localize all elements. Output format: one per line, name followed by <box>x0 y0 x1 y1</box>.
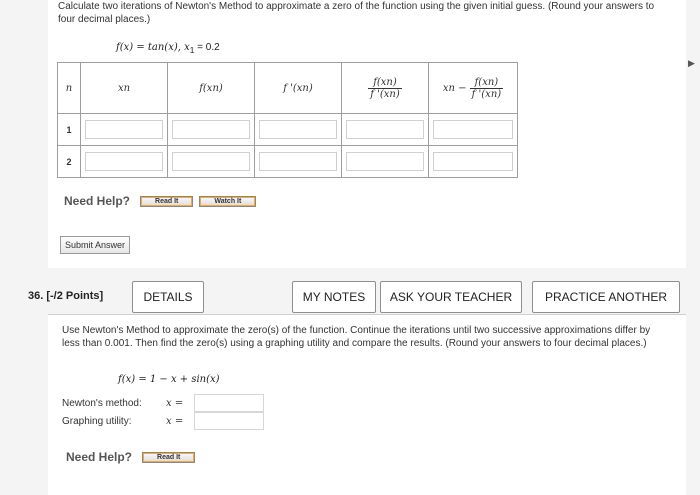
header-fprime-xn: f '(xn) <box>255 63 342 114</box>
q35-help-row <box>64 194 262 208</box>
cell-fxn <box>168 146 255 178</box>
newton-x-equals: x = <box>166 398 184 409</box>
need-help-label: Need Help? <box>64 194 131 208</box>
q35-initial-value: = 0.2 <box>194 42 220 53</box>
q35-instructions: Calculate two iterations of Newton's Method to approximate a zero of the function using the given initial guess. (Round your answers to four decimal places.) <box>58 1 655 25</box>
q35-function <box>116 42 220 55</box>
next-x-denominator: f '(xn) <box>471 88 502 100</box>
cell-xn <box>81 146 168 178</box>
q35-function-text: f(x) = tan(x), x <box>116 42 190 53</box>
ratio-denominator: f '(xn) <box>370 88 400 100</box>
cell-fprime-xn <box>255 146 342 178</box>
fxn-input[interactable] <box>172 120 250 139</box>
table-header-row <box>58 63 518 114</box>
cell-next-x <box>429 146 518 178</box>
q36-function-text: f(x) = 1 − x + sin(x) <box>118 374 220 385</box>
ratio-fraction <box>368 77 402 100</box>
cell-ratio <box>342 114 429 146</box>
cell-fxn <box>168 114 255 146</box>
next-x-prefix: xn − <box>442 82 467 94</box>
details-button[interactable]: DETAILS <box>132 281 204 313</box>
table-row <box>58 114 518 146</box>
scroll-right-icon[interactable]: ▶ <box>688 58 695 68</box>
header-next-x <box>429 63 518 114</box>
next-x-numerator: f(xn) <box>470 77 504 89</box>
cell-xn <box>81 114 168 146</box>
graphing-utility-input[interactable] <box>194 412 264 430</box>
ratio-numerator: f(xn) <box>368 77 402 89</box>
next-x-input[interactable] <box>433 152 513 171</box>
need-help-label: Need Help? <box>66 450 133 464</box>
header-ratio <box>342 63 429 114</box>
my-notes-button[interactable]: MY NOTES <box>292 281 376 313</box>
newton-iteration-table <box>57 62 518 178</box>
next-x-fraction <box>470 77 504 100</box>
cell-fprime-xn <box>255 114 342 146</box>
fprime-xn-input[interactable] <box>259 152 337 171</box>
q35-subscript: 1 <box>189 45 195 55</box>
row-number: 2 <box>58 146 81 178</box>
fxn-input[interactable] <box>172 152 250 171</box>
header-n: n <box>58 63 81 114</box>
practice-another-button[interactable]: PRACTICE ANOTHER <box>532 281 680 313</box>
graphing-x-equals: x = <box>166 416 184 427</box>
read-it-button[interactable]: Read It <box>140 196 193 207</box>
q36-function <box>118 374 220 385</box>
read-it-button[interactable]: Read It <box>142 452 195 463</box>
ratio-input[interactable] <box>346 120 424 139</box>
row-number: 1 <box>58 114 81 146</box>
q36-instructions: Use Newton's Method to approximate the zero(s) of the function. Continue the iterations until two successive approximations differ by less than 0.001. Then find the zero(s) using a graphing utility and compare the results. (Round your answers to four decimal places.) <box>62 325 651 349</box>
submit-answer-button[interactable]: Submit Answer <box>60 236 130 254</box>
xn-input[interactable] <box>85 152 163 171</box>
header-xn: xn <box>81 63 168 114</box>
ask-teacher-button[interactable]: ASK YOUR TEACHER <box>380 281 522 313</box>
ratio-input[interactable] <box>346 152 424 171</box>
newton-method-label: Newton's method: <box>62 398 142 409</box>
cell-next-x <box>429 114 518 146</box>
q36-help-row <box>66 450 201 464</box>
newton-method-input[interactable] <box>194 394 264 412</box>
table-row <box>58 146 518 178</box>
graphing-utility-label: Graphing utility: <box>62 416 132 427</box>
xn-input[interactable] <box>85 120 163 139</box>
cell-ratio <box>342 146 429 178</box>
next-x-input[interactable] <box>433 120 513 139</box>
watch-it-button[interactable]: Watch It <box>199 196 256 207</box>
header-fxn: f(xn) <box>168 63 255 114</box>
fprime-xn-input[interactable] <box>259 120 337 139</box>
q36-header: 36. [-/2 Points] <box>28 290 104 302</box>
